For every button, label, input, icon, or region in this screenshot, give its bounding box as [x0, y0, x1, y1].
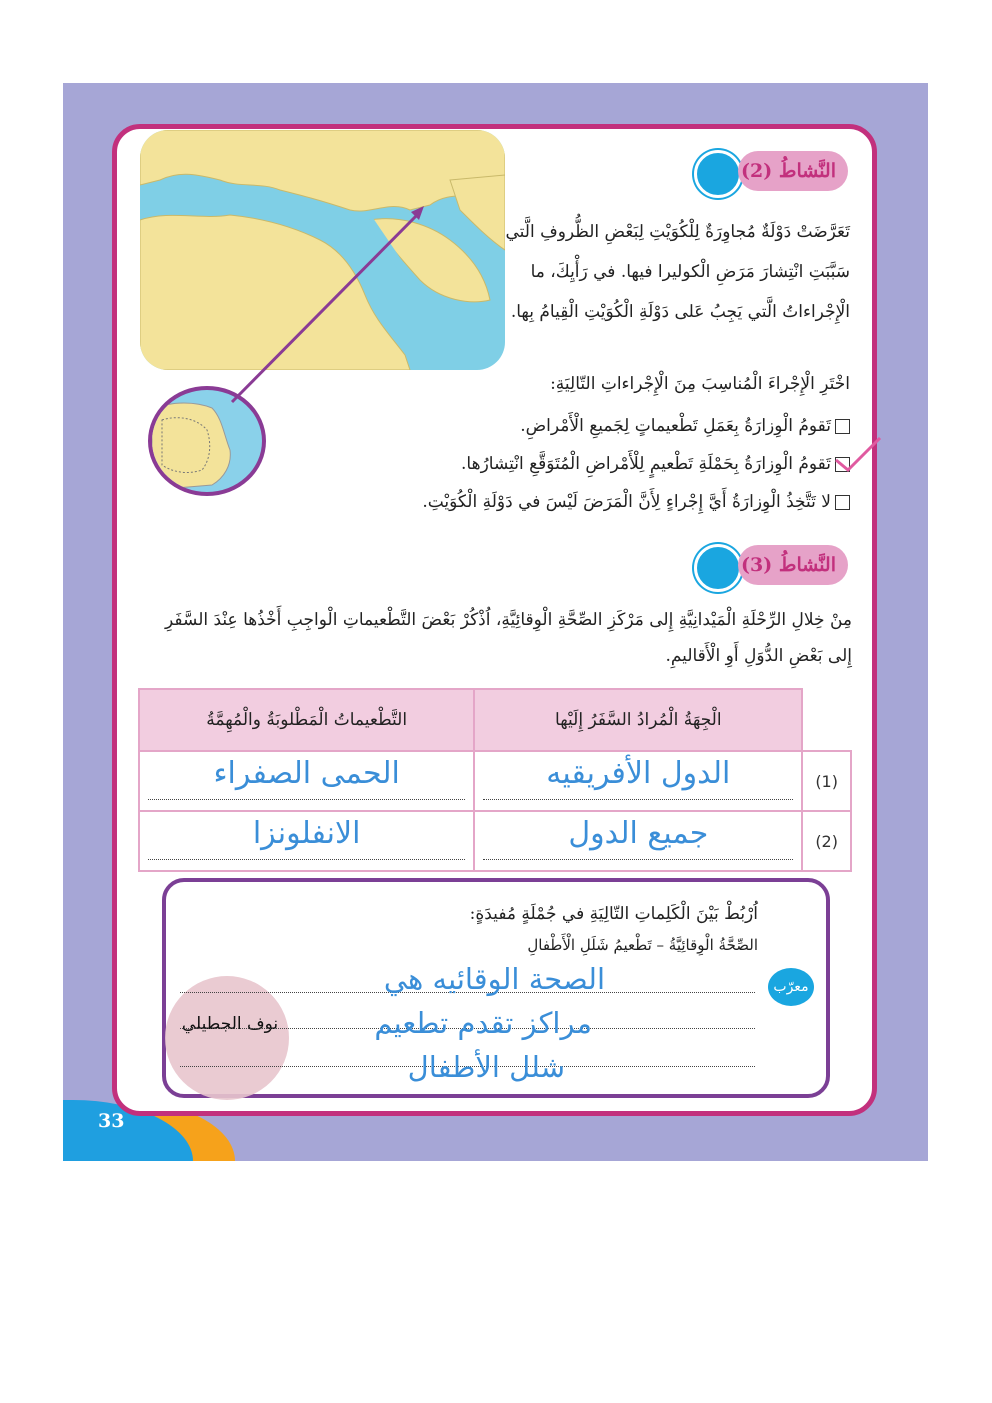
checkbox-1[interactable]	[835, 419, 850, 434]
magnifier-icon	[694, 150, 742, 198]
cell-vaccine-2[interactable]: الانفلونزا	[139, 811, 474, 871]
stamp-name: نوف الجطيلي	[181, 1014, 279, 1034]
option-1[interactable]	[380, 416, 850, 436]
name-stamp	[165, 976, 289, 1100]
row-number-1: (1)	[802, 751, 851, 811]
map-illustration	[140, 130, 505, 370]
option-2-label: تَقومُ الْوِزارَةُ بِحَمْلَةِ تَطْعيمٍ لِلْأَمْراضِ الْمُتَوَقَّعِ انْتِشارُها.	[461, 454, 831, 474]
activity2-badge: النَّشاطُ (2)	[738, 151, 848, 191]
activity2-instruction: اخْتَرِ الْإِجْراءَ الْمُناسِبَ مِنَ الْإِجْراءاتِ التّالِيَةِ:	[550, 374, 850, 394]
answer-text-3: شلل الأطفال	[407, 1050, 565, 1084]
activity3-paragraph: مِنْ خِلالِ الرِّحْلَةِ الْمَيْدانِيَّةِ إِلى مَرْكَزِ الصِّحَّةِ الْوِقائِيَّةِ، اُذْكُرْ بَعْضَ التَّطْعيماتِ الْواجِبِ أَخْذُها عِنْدَ السَّفَرِ إِلى بَعْضِ الدُّوَلِ أَوِ الْأَقاليمِ.	[165, 610, 852, 666]
answer-text-2: مراكز تقدم تطعيم	[374, 1006, 592, 1040]
activity2-paragraph: تَعَرَّضَتْ دَوْلَةٌ مُجاوِرَةٌ لِلْكُوَيْتِ لِبَعْضِ الظُّروفِ الَّتي سَبَّبَتِ انْتِشارَ مَرَضِ الْكوليرا فيها. في رَأْيِكَ، ما الْإِجْراءاتُ الَّتي يَجِبُ عَلى دَوْلَةِ الْكُوَيْتِ الْقِيامُ بِها.	[505, 222, 850, 322]
header-spacer	[802, 689, 851, 751]
page-number: 33	[98, 1110, 125, 1132]
cell-destination-2[interactable]: جميع الدول	[474, 811, 802, 871]
cell-vaccine-1[interactable]: الحمى الصفراء	[139, 751, 474, 811]
checkbox-2[interactable]	[835, 457, 850, 472]
option-2[interactable]	[380, 454, 850, 474]
checkbox-3[interactable]	[835, 495, 850, 510]
pen-icon: معرّب	[768, 968, 814, 1006]
magnifier-icon-2	[694, 544, 742, 592]
option-3[interactable]	[360, 492, 850, 512]
connect-words: الصِّحَّةُ الْوِقائِيَّةُ – تَطْعيمُ شَلَلِ الْأَطْفالِ	[527, 936, 758, 954]
region-map	[140, 130, 505, 370]
option-1-label: تَقومُ الْوِزارَةُ بِعَمَلِ تَطْعيماتٍ لِجَميعِ الْأَمْراضِ.	[520, 416, 831, 436]
kuwait-inset-map	[148, 386, 266, 496]
vaccination-table	[138, 688, 852, 872]
option-3-label: لا تَتَّخِذُ الْوِزارَةُ أَيَّ إِجْراءٍ لِأَنَّ الْمَرَضَ لَيْسَ في دَوْلَةِ الْكُوَيْتِ.	[422, 492, 831, 512]
row-number-2: (2)	[802, 811, 851, 871]
connect-instruction: اُرْبُطْ بَيْنَ الْكَلِماتِ التّالِيَةِ في جُمْلَةٍ مُفيدَةٍ:	[469, 904, 758, 924]
kuwait-shape	[152, 390, 262, 492]
header-vaccines: التَّطْعيماتُ الْمَطْلوبَةُ والْمُهِمَّةُ	[139, 689, 474, 751]
table-row	[139, 811, 851, 871]
header-destination: الْجِهَةُ الْمُرادُ السَّفَرُ إِلَيْها	[474, 689, 802, 751]
table-row	[139, 751, 851, 811]
cell-destination-1[interactable]: الدول الأفريقيه	[474, 751, 802, 811]
activity3-badge: النَّشاطُ (3)	[738, 545, 848, 585]
answer-text-1: الصحة الوقائيه هي	[383, 962, 605, 996]
